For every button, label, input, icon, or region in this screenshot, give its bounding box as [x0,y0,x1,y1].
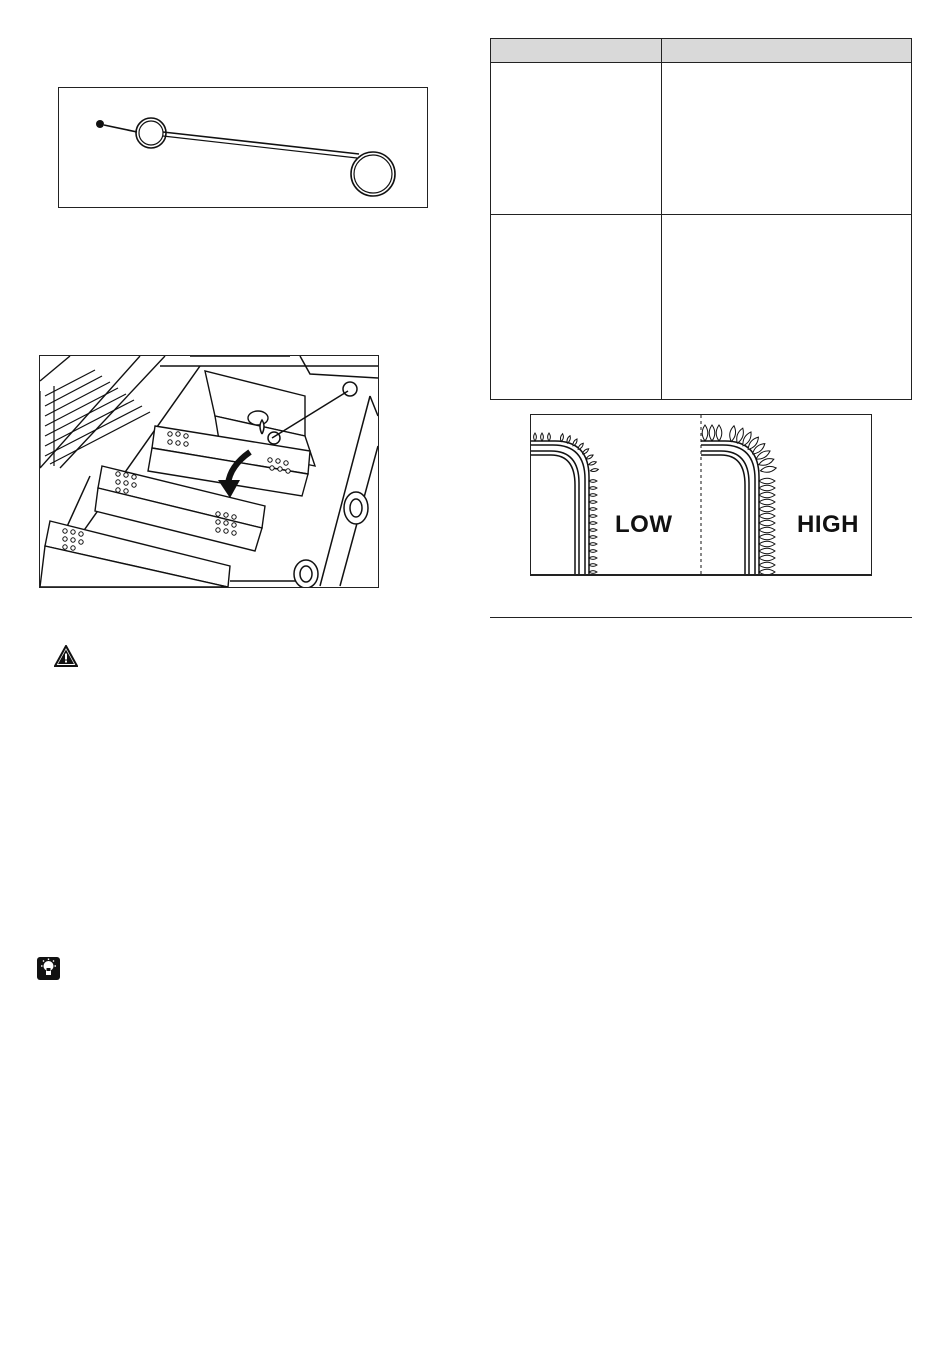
lightbulb-tip-icon [36,956,61,981]
flame-mark [582,448,590,455]
table-header [491,39,911,63]
flame-mark [759,520,775,526]
table-cell [491,217,661,225]
flame-height-figure [530,414,872,576]
flame-mark [589,564,597,567]
flame-mark [759,478,775,484]
flame-mark [585,454,593,460]
flame-mark [566,435,571,443]
flame-mark [588,461,596,466]
grill-lighting-figure [39,355,379,588]
match-holder-figure [58,87,428,208]
flame-mark [589,487,597,490]
warning-triangle-icon [54,645,78,667]
flame-mark [759,485,775,491]
flame-mark [702,425,708,441]
flame-mark [759,506,775,512]
table-header-cell [662,39,912,47]
flame-mark [589,480,597,483]
flame-mark [589,522,597,525]
troubleshooting-table [490,38,912,400]
flame-mark [759,541,775,547]
flame-mark [560,433,564,441]
flame-mark [709,425,715,441]
flame-mark [759,527,775,533]
flame-mark [589,550,597,553]
flame-mark [716,425,722,441]
flame-mark [589,557,597,560]
flame-mark [590,468,598,472]
flame-mark [589,501,597,504]
flame-mark [589,543,597,546]
flame-mark [759,513,775,519]
flame-mark [728,425,736,442]
grill-lighting-illustration [40,356,378,587]
flame-mark [760,465,777,473]
flame-mark [589,494,597,497]
flame-mark [759,534,775,540]
flame-mark [589,515,597,518]
flame-low-label: LOW [615,511,673,538]
flame-mark [589,536,597,539]
flame-mark [759,555,775,561]
flame-high-label: HIGH [797,511,859,538]
flame-mark [589,571,597,574]
table-header-cell [491,39,661,47]
table-cell [662,65,912,73]
flame-mark [759,562,775,568]
table-row-divider [491,214,911,215]
flame-mark [534,433,537,441]
flame-mark [548,433,551,441]
flame-mark [589,529,597,532]
flame-mark [759,548,775,554]
flame-mark [759,499,775,505]
match-holder-wire-icon [59,88,427,207]
table-cell [662,217,912,225]
section-divider [490,617,912,618]
flame-mark [541,433,544,441]
table-cell [491,65,661,73]
flame-mark [589,508,597,511]
flame-mark [759,492,775,498]
flame-mark [759,569,775,575]
